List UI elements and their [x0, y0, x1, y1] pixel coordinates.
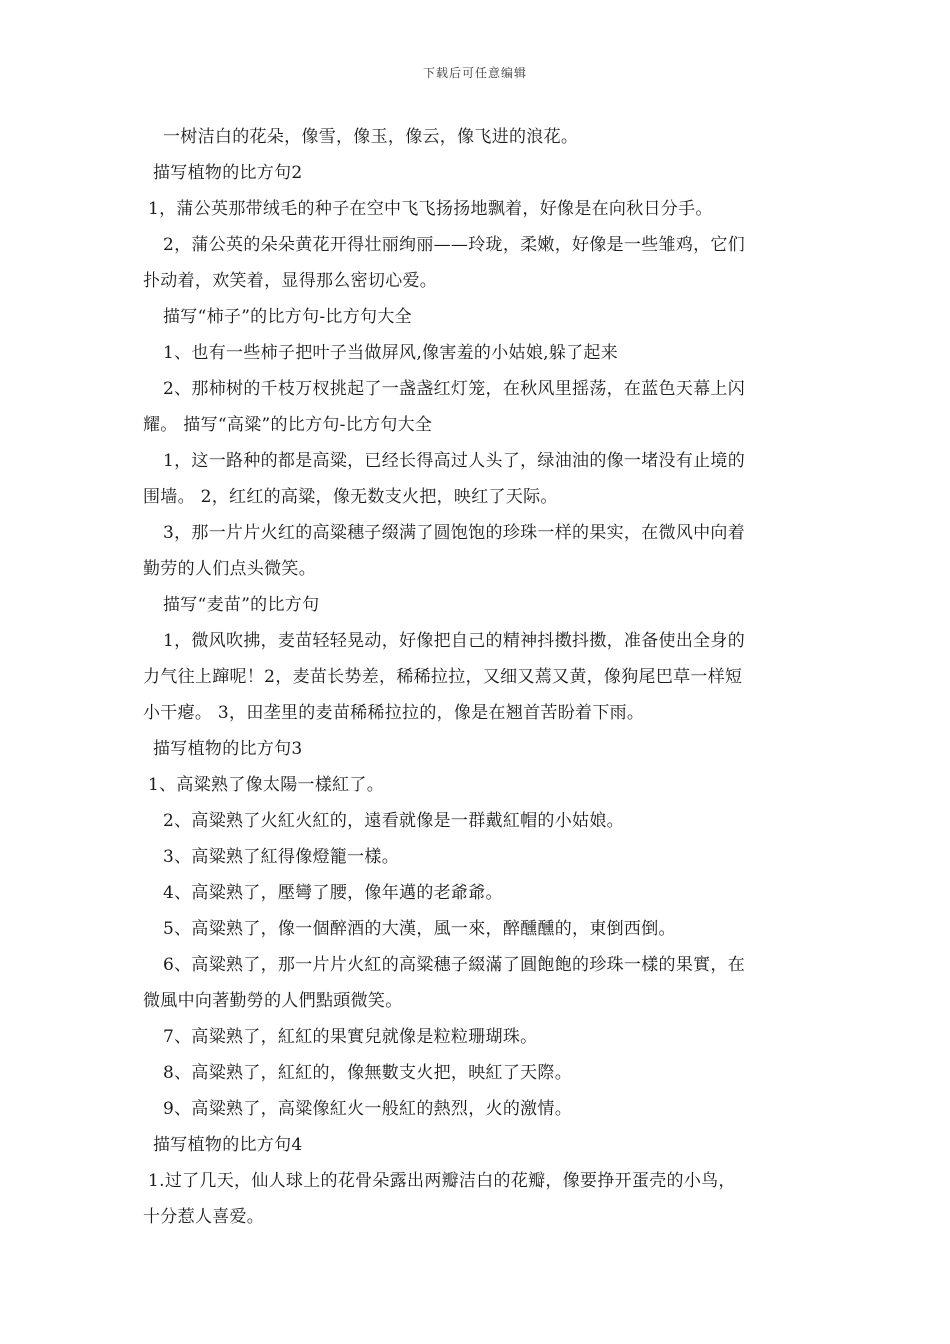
document-body: [143, 119, 808, 1235]
page-header: 下载后可任意编辑: [422, 66, 527, 80]
text-line: 1、也有一些柿子把叶子当做屏风,像害羞的小姑娘,躲了起来: [163, 343, 619, 363]
text-line: 微風中向著勤勞的人們點頭微笑。: [143, 991, 403, 1011]
text-line: 4、高粱熟了，壓彎了腰，像年邁的老爺爺。: [163, 883, 503, 903]
text-line: 9、高粱熟了，高粱像紅火一般紅的熱烈，火的激情。: [163, 1099, 573, 1119]
text-line: 7、高粱熟了，紅紅的果實兒就像是粒粒珊瑚珠。: [163, 1027, 538, 1047]
text-line: 勤劳的人们点头微笑。: [143, 559, 316, 579]
text-line: 描写“麦苗”的比方句: [163, 595, 320, 615]
text-line: 6、高粱熟了，那一片片火紅的高粱穗子綴滿了圓飽飽的珍珠一樣的果實，在: [163, 955, 746, 975]
text-line: 围墙。 2，红红的高粱，像无数支火把，映红了天际。: [143, 487, 558, 507]
text-line: 2，蒲公英的朵朵黄花开得壮丽绚丽——玲珑，柔嫩，好像是一些雏鸡，它们: [163, 235, 746, 255]
text-line: 描写“柿子”的比方句-比方句大全: [163, 307, 412, 327]
text-line: 1.过了几天，仙人球上的花骨朵露出两瓣洁白的花瓣，像要挣开蛋壳的小鸟，: [148, 1171, 736, 1191]
text-line: 1、高粱熟了像太陽一樣紅了。: [148, 775, 385, 795]
text-line: 3、高粱熟了紅得像燈籠一樣。: [163, 847, 400, 867]
text-line: 一树洁白的花朵，像雪，像玉，像云，像飞进的浪花。: [163, 127, 579, 147]
text-line: 8、高粱熟了，紅紅的，像無數支火把，映紅了天際。: [163, 1063, 573, 1083]
text-line: 小干瘪。 3，田垄里的麦苗稀稀拉拉的，像是在翘首苦盼着下雨。: [143, 703, 645, 723]
text-line: 1，微风吹拂，麦苗轻轻晃动，好像把自己的精神抖擞抖擞，准备使出全身的: [163, 631, 746, 651]
text-line: 描写植物的比方句3: [153, 739, 303, 759]
text-line: 1，蒲公英那带绒毛的种子在空中飞飞扬扬地飘着，好像是在向秋日分手。: [148, 199, 713, 219]
text-line: 耀。 描写“高粱”的比方句-比方句大全: [143, 415, 433, 435]
text-line: 1，这一路种的都是高粱，已经长得高过人头了，绿油油的像一堵没有止境的: [163, 451, 746, 471]
text-line: 描写植物的比方句2: [153, 163, 303, 183]
text-line: 2、那柿树的千枝万杈挑起了一盏盏红灯笼，在秋风里摇荡，在蓝色天幕上闪: [163, 379, 746, 399]
text-line: 力气往上蹿呢！2，麦苗长势差，稀稀拉拉，又细又蔫又黄，像狗尾巴草一样短: [143, 667, 743, 687]
text-line: 描写植物的比方句4: [153, 1135, 303, 1155]
text-line: 十分惹人喜爱。: [143, 1207, 265, 1227]
text-line: 扑动着，欢笑着，显得那么密切心爱。: [143, 271, 438, 291]
text-line: 5、高粱熟了，像一個醉酒的大漢，風一來，醉醺醺的，東倒西倒。: [163, 919, 676, 939]
text-line: 3，那一片片火红的高粱穗子缀满了圆饱饱的珍珠一样的果实，在微风中向着: [163, 523, 746, 543]
text-line: 2、高粱熟了火紅火紅的，遠看就像是一群戴紅帽的小姑娘。: [163, 811, 624, 831]
